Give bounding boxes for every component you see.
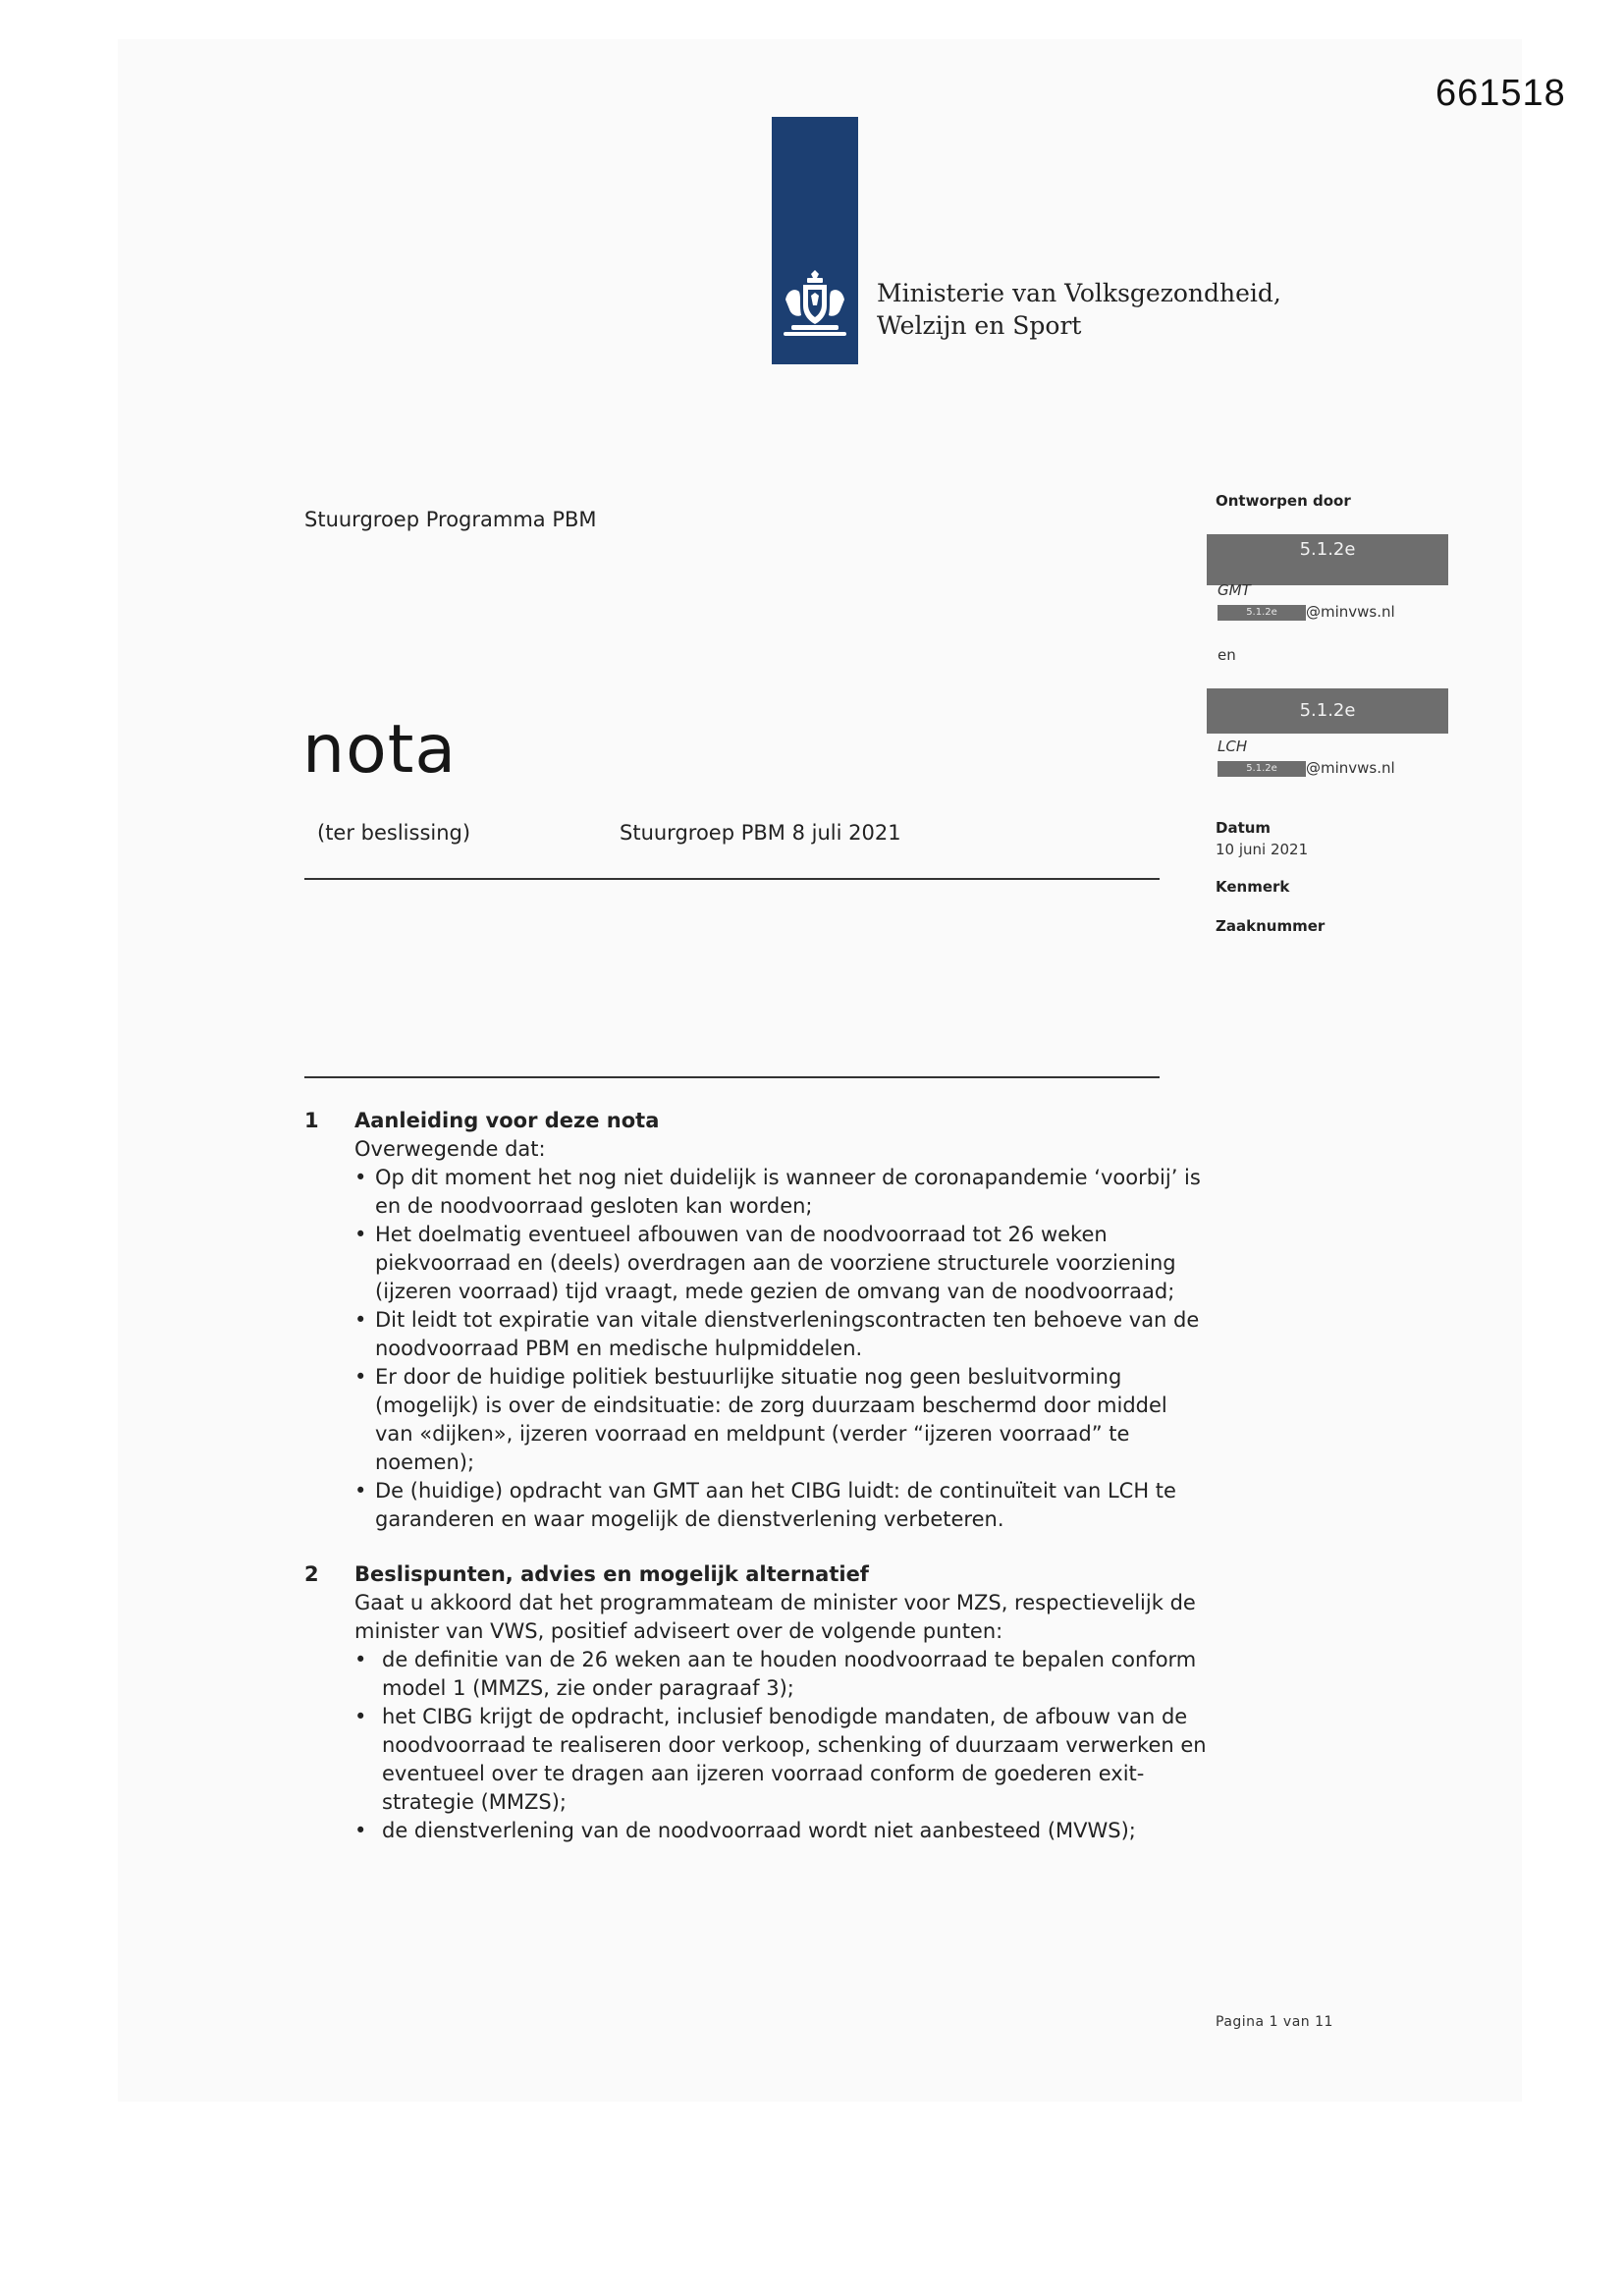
list-item: • het CIBG krijgt de opdracht, inclusief benodigde mandaten, de afbouw van de noodvoorraad te realiseren door verkoop, schenking of duurzaam verwerken en eventueel over te dragen aan ijzeren voorraad conform de goederen exit-strategie (MMZS); — [354, 1703, 1208, 1817]
ministry-logo — [772, 117, 858, 364]
section-1 — [304, 1107, 1208, 1534]
document-number: 661518 — [1435, 73, 1566, 114]
section-intro: Overwegende dat: — [354, 1137, 546, 1161]
list-item: • de dienstverlening van de noodvoorraad wordt niet aanbesteed (MVWS); — [354, 1817, 1208, 1845]
document-title: nota — [302, 711, 458, 789]
author1-email: @minvws.nl — [1306, 603, 1395, 621]
meeting-label: Stuurgroep PBM 8 juli 2021 — [620, 821, 901, 845]
divider-top — [304, 878, 1160, 880]
redaction-block: 5.1.2e — [1207, 688, 1448, 734]
and-label: en — [1218, 646, 1236, 664]
divider-bottom — [304, 1076, 1160, 1078]
date-label: Datum — [1216, 819, 1272, 837]
list-item: • Het doelmatig eventueel afbouwen van de noodvoorraad tot 26 weken piekvoorraad en (deels) overdragen aan de voorziene structurele voorziening (ijzeren voorraad) tijd vraagt, mede gezien de omvang van de noodvoorraad; — [354, 1221, 1208, 1306]
author2-email: @minvws.nl — [1306, 759, 1395, 777]
crest-icon — [778, 270, 852, 341]
document-subtitle: (ter beslissing) — [317, 821, 471, 845]
reference-label: Kenmerk — [1216, 878, 1290, 896]
email-redaction: 5.1.2e — [1218, 761, 1306, 777]
bullet-list — [354, 1164, 1208, 1534]
section-number: 2 — [304, 1562, 319, 1586]
list-item: • Op dit moment het nog niet duidelijk is wanneer de coronapandemie ‘voorbij’ is en de noodvoorraad gesloten kan worden; — [354, 1164, 1208, 1221]
redaction-block: 5.1.2e — [1207, 534, 1448, 585]
author1-org: GMT — [1218, 581, 1251, 599]
section-title: Beslispunten, advies en mogelijk alternatief — [354, 1562, 869, 1586]
page-number: Pagina 1 van 11 — [1216, 2014, 1333, 2030]
list-item: • Er door de huidige politiek bestuurlijke situatie nog geen besluitvorming (mogelijk) is over de eindsituatie: de zorg duurzaam beschermd door middel van «dijken», ijzeren voorraad en meldpunt (verder “ijzeren voorraad” te noemen); — [354, 1363, 1208, 1477]
section-2 — [304, 1560, 1208, 1845]
bullet-list — [354, 1646, 1208, 1845]
list-item: • de definitie van de 26 weken aan te houden noodvoorraad te bepalen conform model 1 (MMZS, zie onder paragraaf 3); — [354, 1646, 1208, 1703]
email-redaction: 5.1.2e — [1218, 605, 1306, 621]
ministry-name-line2: Welzijn en Sport — [877, 311, 1082, 340]
ministry-name-line1: Ministerie van Volksgezondheid, — [877, 279, 1281, 307]
case-number-label: Zaaknummer — [1216, 917, 1326, 935]
designed-by-label: Ontworpen door — [1216, 492, 1351, 510]
section-title: Aanleiding voor deze nota — [354, 1109, 660, 1132]
addressee: Stuurgroep Programma PBM — [304, 508, 597, 531]
ministry-name — [877, 277, 1281, 342]
section-number: 1 — [304, 1109, 319, 1132]
list-item: • De (huidige) opdracht van GMT aan het CIBG luidt: de continuïteit van LCH te garanderen en waar mogelijk de dienstverlening verbeteren. — [354, 1477, 1208, 1534]
author2-org: LCH — [1218, 738, 1248, 755]
date-value: 10 juni 2021 — [1216, 841, 1309, 858]
list-item: • Dit leidt tot expiratie van vitale dienstverleningscontracten ten behoeve van de noodvoorraad PBM en medische hulpmiddelen. — [354, 1306, 1208, 1363]
document-body — [304, 1107, 1208, 1845]
section-intro: Gaat u akkoord dat het programmateam de minister voor MZS, respectievelijk de minister van VWS, positief adviseert over de volgende punten: — [354, 1591, 1196, 1643]
